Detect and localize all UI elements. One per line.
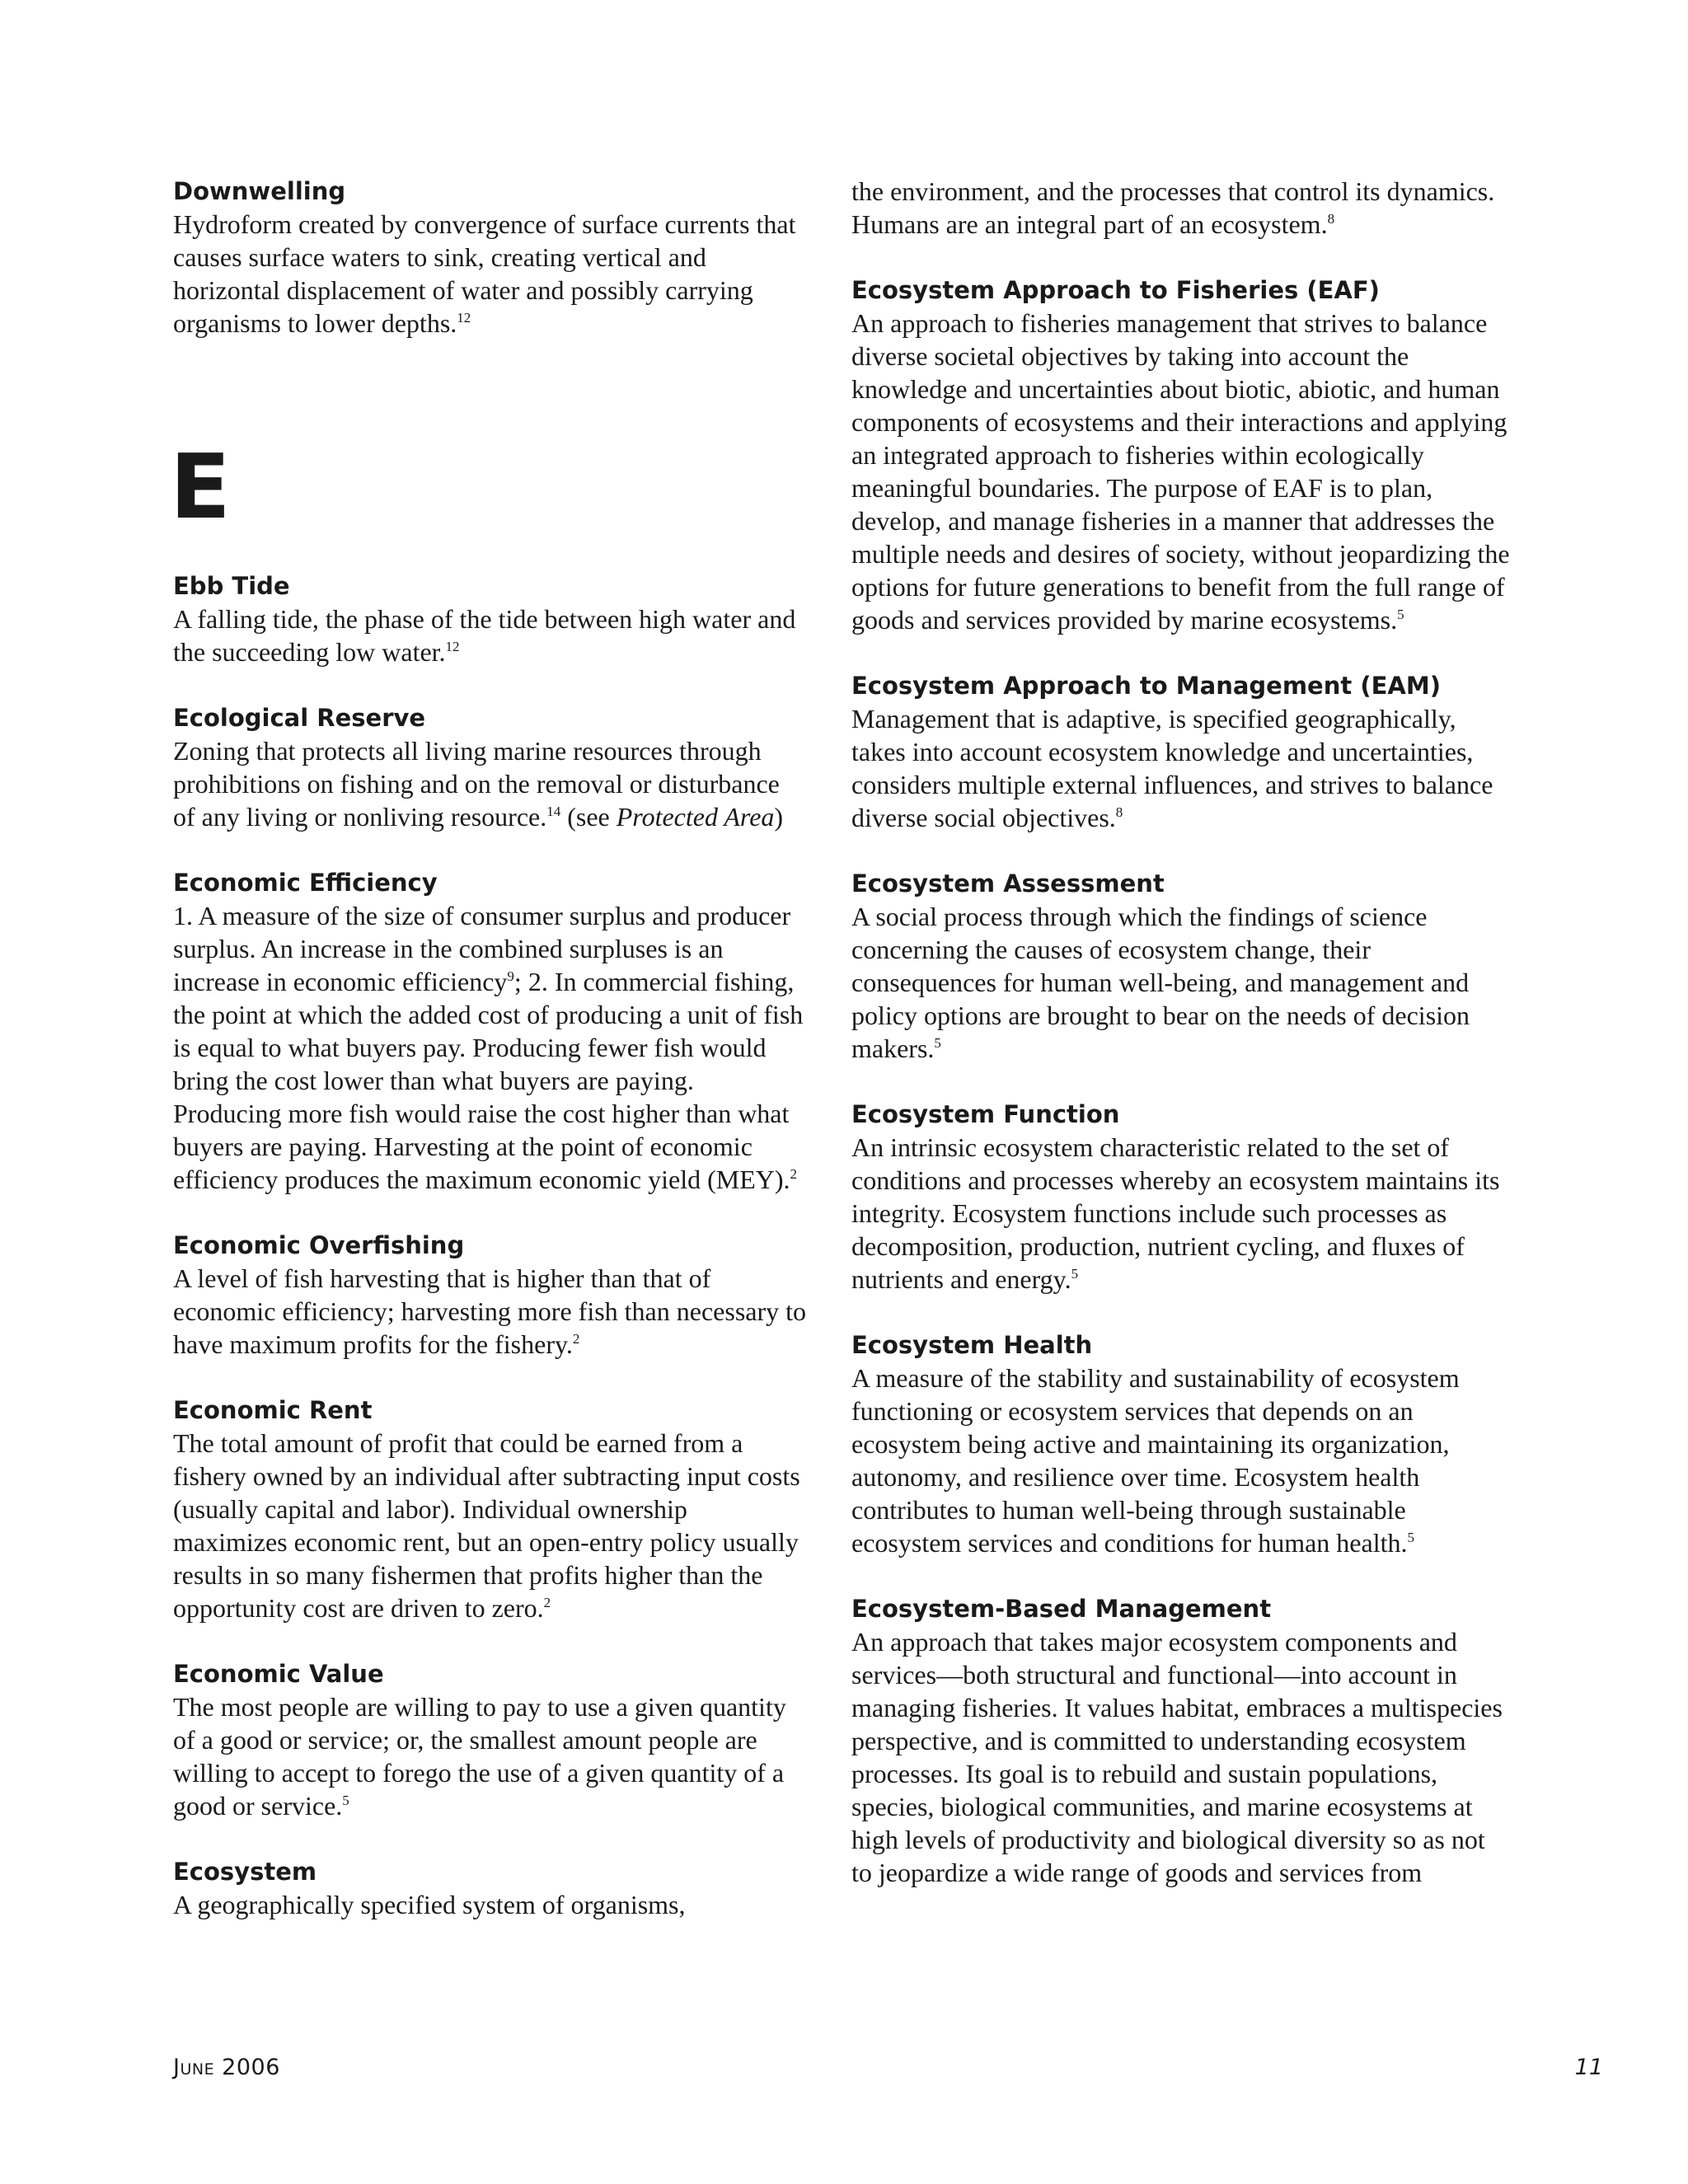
entry-economic-efficiency [173, 866, 808, 1196]
entry-ecosystem [173, 1855, 808, 1921]
page-number: 11 [1574, 2055, 1603, 2080]
footnote-ref: 2 [543, 1595, 551, 1610]
entry-term: Ecosystem Health [851, 1331, 1093, 1359]
footnote-ref: 5 [1407, 1530, 1414, 1545]
entry-ecosystem-continued [851, 175, 1511, 241]
entry-definition: The total amount of profit that could be earned from a fishery owned by an individual after subtracting input costs (usually capital and labor). Individual ownership maximizes economic rent, but an open-entry policy usually results in so many fishermen that profits higher than the opportunity cost are driven to zero.$^2$ [173, 1428, 800, 1623]
footnote-ref: 12 [445, 639, 460, 654]
entry-definition: An approach that takes major ecosystem components and services—both structural and functional—into account in managing fisheries. It values habitat, embraces a multispecies perspective, and is committed to understanding ecosystem processes. Its goal is to rebuild and sustain populations, species, biological communities, and marine ecosystems at high levels of productivity and biological diversity so as not to jeopardize a wide range of goods and services from [851, 1627, 1503, 1887]
entry-term: Ecosystem Approach to Fisheries (EAF) [851, 276, 1380, 304]
entry-definition: Hydroform created by convergence of surface currents that causes surface waters to sink, creating vertical and horizontal displacement of water and possibly carrying organisms to lower depths.$^{12}$ [173, 209, 796, 338]
entry-definition: A falling tide, the phase of the tide between high water and the succeeding low water.$^{12}$ [173, 604, 796, 667]
footnote-ref: 8 [1327, 211, 1335, 227]
footnote-ref: 2 [790, 1166, 797, 1182]
footnote-ref: 5 [342, 1793, 349, 1808]
entry-term: Economic Rent [173, 1396, 373, 1424]
entry-definition: A social process through which the findings of science concerning the causes of ecosystem change, their consequences for human well-being, and management and policy options are brought to bear on the needs of decision makers.$^5$ [851, 902, 1470, 1063]
footnote-ref: 5 [1071, 1266, 1079, 1282]
cross-reference: Protected Area [616, 802, 775, 832]
entry-definition: A measure of the stability and sustainability of ecosystem functioning or ecosystem services that depends on an ecosystem being active and maintaining its organization, autonomy, and resilience over time. Ecosystem health contributes to human well-being through sustainable ecosystem services and conditions for human health.$^5$ [851, 1363, 1460, 1558]
footer-date: June 2006 [173, 2055, 280, 2080]
entry-economic-overfishing [173, 1229, 808, 1361]
entry-term: Ecosystem Assessment [851, 869, 1165, 898]
entry-definition: 1. A measure of the size of consumer surplus and producer surplus. An increase in the combined surpluses is an increase in economic efficiency$^9$; 2. In commercial fishing, the point at which the added cost of producing a unit of fish is equal to what buyers pay. Producing fewer fish would bring the cost lower than what buyers are paying. Producing more fish would raise the cost higher than what buyers are paying. Harvesting at the point of economic efficiency produces the maximum economic yield (MEY).$^2$ [173, 901, 804, 1194]
entry-term: Ebb Tide [173, 572, 290, 600]
entry-ecosystem-health [851, 1329, 1511, 1559]
section-letter: E [170, 436, 231, 539]
entry-term: Ecosystem [173, 1858, 317, 1886]
footnote-ref: 14 [546, 804, 561, 819]
entry-economic-rent [173, 1394, 808, 1624]
entry-definition: An approach to fisheries management that strives to balance diverse societal objectives by taking into account the knowledge and uncertainties about biotic, abiotic, and human components of ecosystems and their interactions and applying an integrated approach to fisheries within ecologically meaningful boundaries. The purpose of EAF is to plan, develop, and manage fisheries in a manner that addresses the multiple needs and desires of society, without jeopardizing the options for future generations to benefit from the full range of goods and services provided by marine ecosystems.$^5$ [851, 308, 1510, 635]
entry-ecosystem-assessment [851, 867, 1511, 1065]
entry-definition: A level of fish harvesting that is higher than that of economic efficiency; harvesting more fish than necessary to have maximum profits for the fishery.$^2$ [173, 1263, 807, 1359]
footnote-ref: 5 [934, 1035, 941, 1051]
entry-definition: Zoning that protects all living marine resources through prohibitions on fishing and on the removal or disturbance of any living or nonliving resource.$^{14}$ (see Protected Area) [173, 736, 784, 832]
entry-term: Downwelling [173, 177, 346, 205]
entry-term: Ecosystem Approach to Management (EAM) [851, 672, 1441, 700]
entry-term: Ecological Reserve [173, 704, 426, 732]
entry-term: Economic Overfishing [173, 1231, 465, 1259]
entry-ecological-reserve [173, 701, 808, 833]
right-column [851, 175, 1511, 1922]
entry-definition: The most people are willing to pay to use a given quantity of a good or service; or, the smallest amount people are willing to accept to forego the use of a given quantity of a good or service.$^5$ [173, 1692, 786, 1821]
entry-downwelling [173, 175, 808, 340]
entry-definition: A geographically specified system of organisms, [173, 1890, 686, 1919]
entry-term: Economic Value [173, 1660, 384, 1688]
entry-term: Ecosystem Function [851, 1100, 1120, 1128]
entry-ebb-tide [173, 569, 808, 668]
footnote-ref: 5 [1397, 607, 1404, 622]
entry-definition: Management that is adaptive, is specified geographically, takes into account ecosystem knowledge and uncertainties, considers multiple external influences, and strives to balance diverse social objectives.$^8$ [851, 704, 1493, 832]
entry-economic-value [173, 1657, 808, 1822]
entry-definition: An intrinsic ecosystem characteristic related to the set of conditions and processes whereby an ecosystem maintains its integrity. Ecosystem functions include such processes as decomposition, production, nutrient cycling, and fluxes of nutrients and energy.$^5$ [851, 1132, 1500, 1294]
entry-term: Economic Efficiency [173, 869, 438, 897]
entry-eam [851, 669, 1511, 834]
entry-ecosystem-based-management [851, 1592, 1511, 1889]
entry-ecosystem-function [851, 1098, 1511, 1296]
entry-eaf [851, 274, 1511, 636]
footnote-ref: 9 [507, 968, 514, 984]
entry-term: Ecosystem-Based Management [851, 1595, 1272, 1623]
footnote-ref: 12 [457, 310, 471, 326]
entry-definition: the environment, and the processes that control its dynamics. Humans are an integral part of an ecosystem.$^8$ [851, 176, 1495, 239]
footnote-ref: 8 [1115, 804, 1123, 820]
left-column [170, 175, 808, 1954]
footnote-ref: 2 [572, 1331, 580, 1347]
